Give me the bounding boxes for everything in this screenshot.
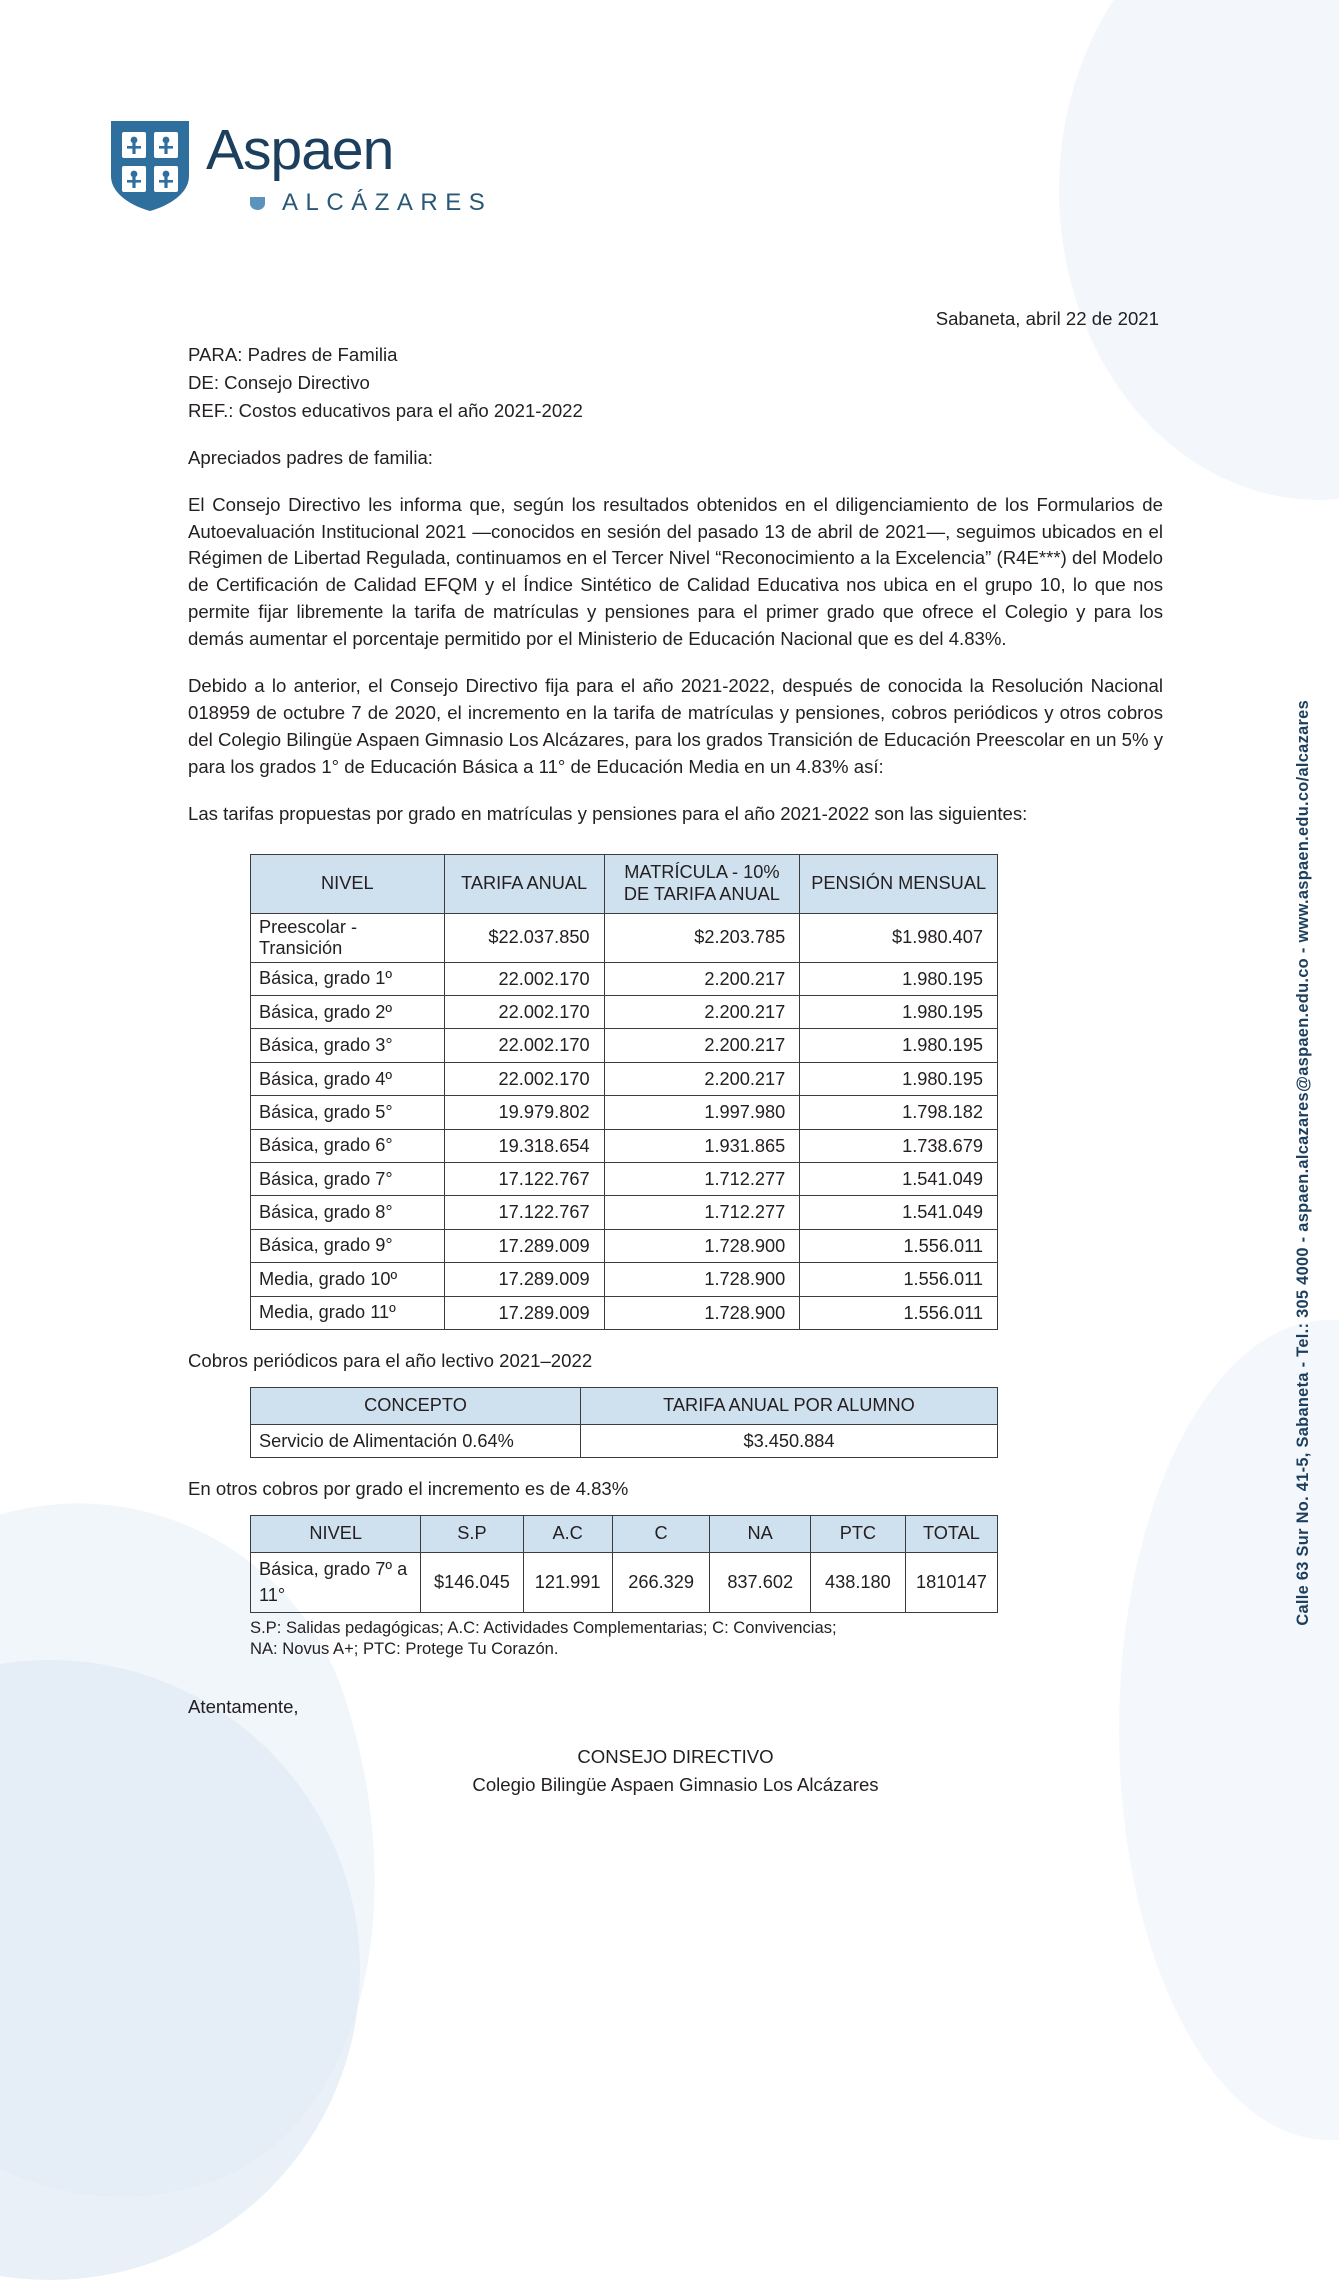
- cell-nivel: Media, grado 11º: [251, 1296, 445, 1329]
- cell-tarifa-alumno: $3.450.884: [581, 1424, 998, 1457]
- table-row: [251, 1196, 998, 1229]
- others-table-wrapper: [250, 1515, 1163, 1613]
- caption-periodic-charges: Cobros periódicos para el año lectivo 2021–2022: [188, 1349, 593, 1371]
- cell-matricula: 2.200.217: [604, 995, 800, 1028]
- table-row: [251, 962, 998, 995]
- cell-na: 837.602: [710, 1552, 811, 1612]
- table-row: [251, 1229, 998, 1262]
- tariff-table-wrapper: [250, 854, 1163, 1330]
- cell-tarifa: 19.318.654: [444, 1129, 604, 1162]
- table-row: [251, 1096, 998, 1129]
- cell-matricula: 1.728.900: [604, 1296, 800, 1329]
- cell-pension: 1.980.195: [800, 1029, 998, 1062]
- periodic-table-wrapper: [250, 1387, 1163, 1458]
- column-header-tarifa-alumno: TARIFA ANUAL POR ALUMNO: [581, 1387, 998, 1424]
- cell-sp: $146.045: [421, 1552, 523, 1612]
- table-footnote: [250, 1617, 1163, 1660]
- tariff-table: [250, 854, 998, 1330]
- letter-body: [188, 306, 1163, 1799]
- letter-paragraph-2: Debido a lo anterior, el Consejo Directivo fija para el año 2021-2022, después de conocida la Resolución Nacional 018959 de octubre 7 de 2020, el incremento en la tarifa de matrículas y pensiones, cobros periódicos y otros cobros del Colegio Bilingüe Aspaen Gimnasio Los Alcázares, para los grados Transición de Educación Preescolar en un 5% y para los grados 1° de Educación Básica a 11° de Educación Media en un 4.83% así:: [188, 675, 1163, 778]
- cell-c: 266.329: [612, 1552, 710, 1612]
- column-header-ptc: PTC: [810, 1516, 905, 1553]
- table-row: [251, 1029, 998, 1062]
- periodic-charges-table: [250, 1387, 998, 1458]
- cell-tarifa: 19.979.802: [444, 1096, 604, 1129]
- cell-tarifa: 17.289.009: [444, 1229, 604, 1262]
- cell-concepto: Servicio de Alimentación 0.64%: [251, 1424, 581, 1457]
- cell-ptc: 438.180: [810, 1552, 905, 1612]
- cell-total: 1810147: [905, 1552, 997, 1612]
- column-header-c: C: [612, 1516, 710, 1553]
- letter-greeting: Apreciados padres de familia:: [188, 446, 433, 468]
- column-header-total: TOTAL: [905, 1516, 997, 1553]
- logo: [108, 118, 492, 217]
- footnote-line-2: NA: Novus A+; PTC: Protege Tu Corazón.: [250, 1639, 559, 1659]
- cell-tarifa: 17.122.767: [444, 1162, 604, 1195]
- cell-pension: 1.798.182: [800, 1096, 998, 1129]
- letter-to: PARA: Padres de Familia: [188, 343, 398, 365]
- column-header-sp: S.P: [421, 1516, 523, 1553]
- vertical-contact-info: Calle 63 Sur No. 41-5, Sabaneta - Tel.: 305 4000 - aspaen.alcazares@aspaen.edu.co - www.aspaen.edu.co/alcazares: [1294, 700, 1312, 1626]
- cell-nivel: Básica, grado 7º a 11°: [251, 1552, 421, 1612]
- table-row: [251, 1162, 998, 1195]
- cell-matricula: 1.712.277: [604, 1162, 800, 1195]
- cell-nivel: Básica, grado 9°: [251, 1229, 445, 1262]
- letter-paragraph-1: El Consejo Directivo les informa que, según los resultados obtenidos en el diligenciamiento de los Formularios de Autoevaluación Institucional 2021 —conocidos en sesión del pasado 13 de abril de 2021—, seguimos ubicados en el Régimen de Libertad Regulada, continuamos en el Tercer Nivel “Reconocimiento a la Excelencia” (R4E***) del Modelo de Certificación de Calidad EFQM y el Índice Sintético de Calidad Educativa nos ubica en el grupo 10, lo que nos permite fijar libremente la tarifa de matrículas y pensiones para el primer grado que ofrece el Colegio y para los demás aumentar el porcentaje permitido por el Ministerio de Educación Nacional que es del 4.83%.: [188, 493, 1163, 650]
- cell-matricula: 1.997.980: [604, 1096, 800, 1129]
- column-header-nivel: NIVEL: [251, 855, 445, 914]
- table-row: [251, 1296, 998, 1329]
- table-row: [251, 1552, 998, 1612]
- table-header-row: [251, 855, 998, 914]
- cell-matricula: 1.931.865: [604, 1129, 800, 1162]
- letter-from: DE: Consejo Directivo: [188, 371, 370, 393]
- logo-campus-name: [206, 189, 492, 217]
- caption-other-charges: En otros cobros por grado el incremento es de 4.83%: [188, 1478, 629, 1500]
- cell-nivel: Básica, grado 5°: [251, 1096, 445, 1129]
- cell-tarifa: 22.002.170: [444, 962, 604, 995]
- logo-wordmark: Aspaen: [206, 118, 394, 182]
- closing-title: CONSEJO DIRECTIVO: [577, 1745, 774, 1767]
- cell-pension: 1.541.049: [800, 1196, 998, 1229]
- shield-icon: [108, 118, 192, 214]
- footnote-line-1: S.P: Salidas pedagógicas; A.C: Actividades Complementarias; C: Convivencias;: [250, 1617, 837, 1637]
- cell-tarifa: 17.289.009: [444, 1296, 604, 1329]
- cell-pension: $1.980.407: [800, 913, 998, 962]
- column-header-nivel: NIVEL: [251, 1516, 421, 1553]
- cell-pension: 1.541.049: [800, 1162, 998, 1195]
- table-row: [251, 1263, 998, 1296]
- cell-tarifa: 22.002.170: [444, 1029, 604, 1062]
- cell-pension: 1.556.011: [800, 1296, 998, 1329]
- cell-tarifa: 22.002.170: [444, 1062, 604, 1095]
- cell-nivel: Media, grado 10º: [251, 1263, 445, 1296]
- cell-nivel: Básica, grado 6°: [251, 1129, 445, 1162]
- letter-date: Sabaneta, abril 22 de 2021: [935, 308, 1159, 329]
- cell-tarifa: $22.037.850: [444, 913, 604, 962]
- cell-tarifa: 17.122.767: [444, 1196, 604, 1229]
- column-header-pension: PENSIÓN MENSUAL: [800, 855, 998, 914]
- table-row: [251, 995, 998, 1028]
- letter-closing: [188, 1743, 1163, 1799]
- cell-pension: 1.980.195: [800, 1062, 998, 1095]
- cell-nivel: Básica, grado 1º: [251, 962, 445, 995]
- cell-matricula: 2.200.217: [604, 1029, 800, 1062]
- cell-tarifa: 22.002.170: [444, 995, 604, 1028]
- table-row: [251, 1424, 998, 1457]
- table-row: [251, 1062, 998, 1095]
- cell-pension: 1.980.195: [800, 962, 998, 995]
- cell-nivel: Básica, grado 7°: [251, 1162, 445, 1195]
- cell-pension: 1.738.679: [800, 1129, 998, 1162]
- cell-nivel: Básica, grado 2º: [251, 995, 445, 1028]
- letter-paragraph-3: Las tarifas propuestas por grado en matrículas y pensiones para el año 2021-2022 son las siguientes:: [188, 803, 1028, 825]
- cell-matricula: 1.728.900: [604, 1229, 800, 1262]
- cell-nivel: Básica, grado 8°: [251, 1196, 445, 1229]
- cell-nivel: Básica, grado 3°: [251, 1029, 445, 1062]
- cell-pension: 1.556.011: [800, 1263, 998, 1296]
- column-header-matricula: MATRÍCULA - 10% DE TARIFA ANUAL: [604, 855, 800, 914]
- letter-signoff: Atentamente,: [188, 1695, 299, 1717]
- closing-school: Colegio Bilingüe Aspaen Gimnasio Los Alcázares: [472, 1773, 879, 1795]
- cell-ac: 121.991: [523, 1552, 612, 1612]
- column-header-na: NA: [710, 1516, 811, 1553]
- table-header-row: [251, 1516, 998, 1553]
- table-row: [251, 1129, 998, 1162]
- cell-matricula: 1.712.277: [604, 1196, 800, 1229]
- letter-ref: REF.: Costos educativos para el año 2021-2022: [188, 399, 583, 421]
- other-charges-table: [250, 1515, 998, 1613]
- column-header-concepto: CONCEPTO: [251, 1387, 581, 1424]
- cell-pension: 1.556.011: [800, 1229, 998, 1262]
- cell-nivel: Básica, grado 4º: [251, 1062, 445, 1095]
- column-header-tarifa-anual: TARIFA ANUAL: [444, 855, 604, 914]
- cell-nivel: Preescolar - Transición: [251, 913, 445, 962]
- logo-campus-label: ALCÁZARES: [282, 189, 493, 216]
- cell-pension: 1.980.195: [800, 995, 998, 1028]
- cell-tarifa: 17.289.009: [444, 1263, 604, 1296]
- table-row: [251, 913, 998, 962]
- cell-matricula: 2.200.217: [604, 962, 800, 995]
- table-header-row: [251, 1387, 998, 1424]
- logo-dot-icon: [250, 197, 265, 210]
- column-header-ac: A.C: [523, 1516, 612, 1553]
- cell-matricula: 1.728.900: [604, 1263, 800, 1296]
- cell-matricula: 2.200.217: [604, 1062, 800, 1095]
- cell-matricula: $2.203.785: [604, 913, 800, 962]
